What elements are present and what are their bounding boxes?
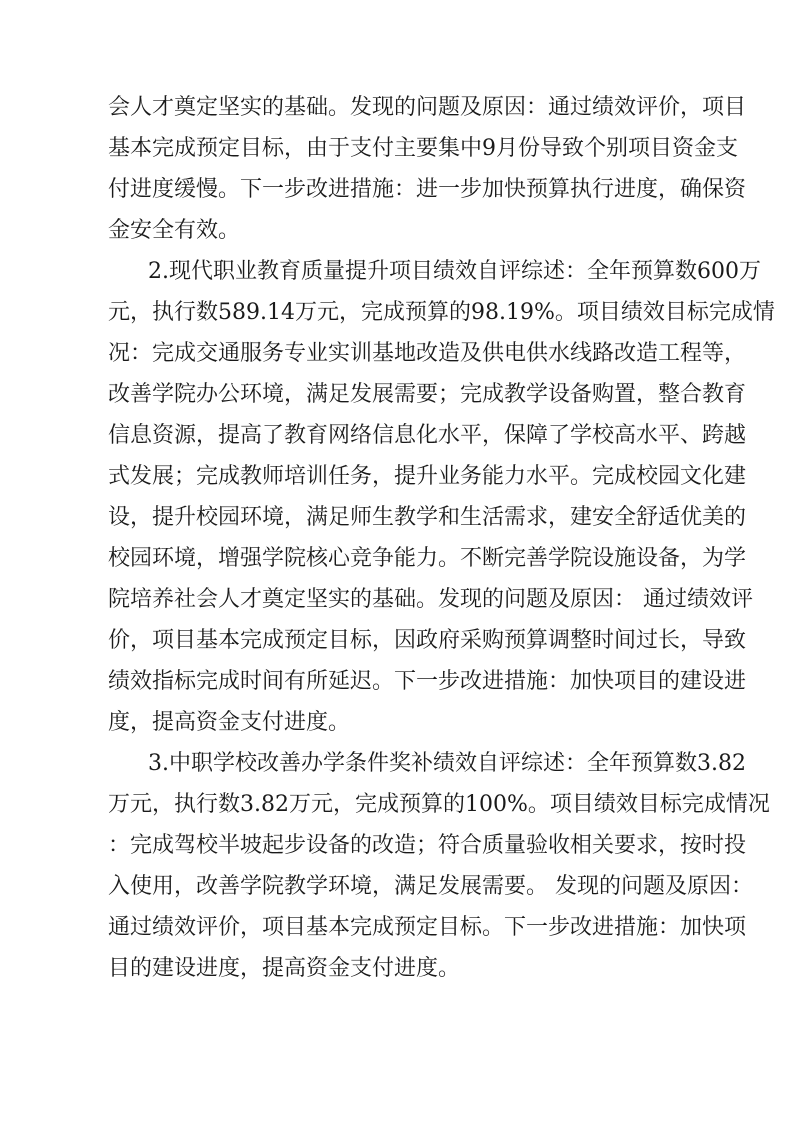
text-line: 度，提高资金支付进度。 — [108, 710, 351, 735]
text-line: 信息资源，提高了教育网络信息化水平，保障了学校高水平、跨越 — [108, 423, 747, 448]
text-line: 金安全有效。 — [108, 218, 241, 243]
text-line: 院培养社会人才奠定坚实的基础。发现的问题及原因： 通过绩效评 — [108, 587, 753, 612]
text-line: 式发展；完成教师培训任务，提升业务能力水平。完成校园文化建 — [108, 464, 747, 489]
text-line: 况：完成交通服务专业实训基地改造及供电供水线路改造工程等， — [108, 341, 747, 366]
text-line: 通过绩效评价，项目基本完成预定目标。下一步改进措施：加快项 — [108, 915, 747, 940]
text-line: 付进度缓慢。下一步改进措施：进一步加快预算执行进度，确保资 — [108, 177, 747, 202]
text-line: 万元，执行数3.82万元，完成预算的100%。项目绩效目标完成情况 — [108, 792, 770, 817]
text-line: 价，项目基本完成预定目标，因政府采购预算调整时间过长，导致 — [108, 628, 747, 653]
text-line: 校园环境，增强学院核心竞争能力。不断完善学院设施设备，为学 — [108, 546, 747, 571]
text-line: 绩效指标完成时间有所延迟。下一步改进措施：加快项目的建设进 — [108, 669, 747, 694]
text-line: 入使用，改善学院教学环境，满足发展需要。 发现的问题及原因： — [108, 874, 753, 899]
text-line: ：完成驾校半坡起步设备的改造；符合质量验收相关要求，按时投 — [108, 833, 747, 858]
text-line: 基本完成预定目标，由于支付主要集中9月份导致个别项目资金支 — [108, 136, 738, 161]
text-line: 设，提升校园环境，满足师生教学和生活需求，建安全舒适优美的 — [108, 505, 747, 530]
text-line: 目的建设进度，提高资金支付进度。 — [108, 956, 461, 981]
text-line: 改善学院办公环境，满足发展需要；完成教学设备购置，整合教育 — [108, 382, 747, 407]
text-line: 会人才奠定坚实的基础。发现的问题及原因：通过绩效评价，项目 — [108, 95, 747, 120]
text-line: 3.中职学校改善办学条件奖补绩效自评综述：全年预算数3.82 — [148, 751, 746, 776]
text-line: 元，执行数589.14万元，完成预算的98.19%。项目绩效目标完成情 — [108, 300, 775, 325]
text-line: 2.现代职业教育质量提升项目绩效自评综述：全年预算数600万 — [148, 259, 761, 284]
